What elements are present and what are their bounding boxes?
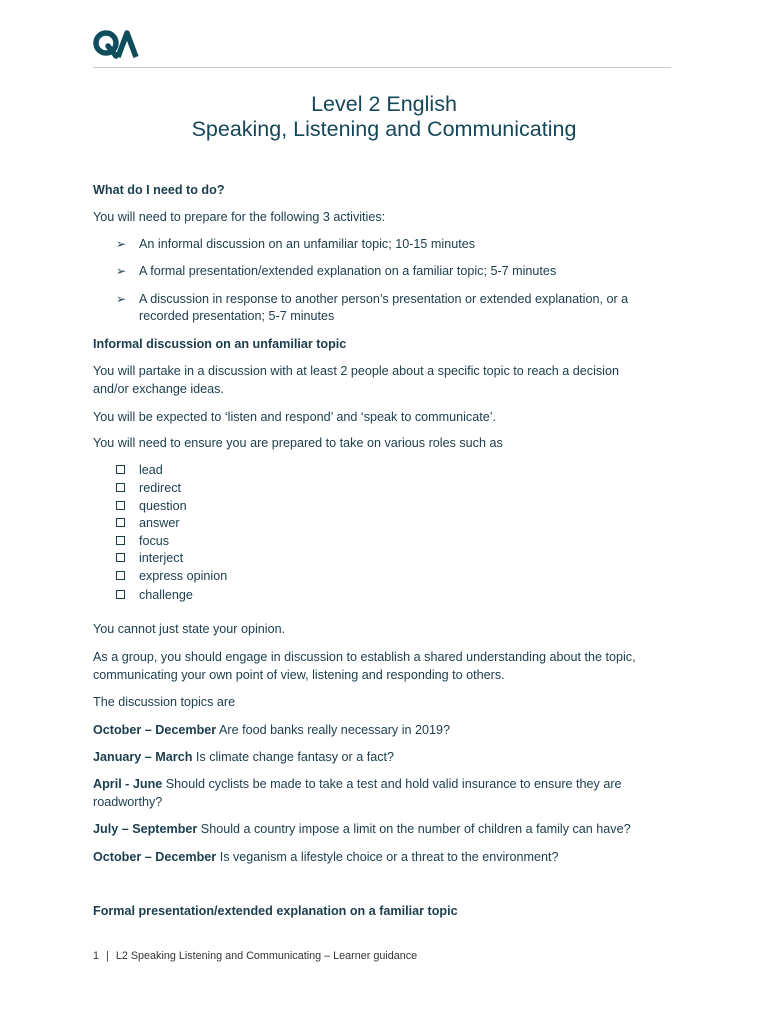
section-heading-what-to-do: What do I need to do?	[93, 183, 225, 197]
topic-question: Is veganism a lifestyle choice or a threat to the environment?	[216, 850, 559, 864]
role-item: question	[139, 499, 187, 513]
checkbox-bullet-icon	[116, 590, 125, 599]
checkbox-bullet-icon	[116, 501, 125, 510]
topic-question: Should cyclists be made to take a test and hold valid insurance to ensure they are	[162, 777, 622, 791]
topic-item	[93, 722, 450, 740]
topic-item-continuation: roadworthy?	[93, 795, 163, 809]
header-rule	[93, 67, 671, 68]
topic-question: Is climate change fantasy or a fact?	[192, 750, 395, 764]
paragraph: You cannot just state your opinion.	[93, 622, 286, 636]
arrow-bullet-icon: ➢	[116, 237, 127, 251]
paragraph: communicating your own point of view, listening and responding to others.	[93, 668, 505, 682]
topic-item	[93, 821, 631, 839]
title-line-2: Speaking, Listening and Communicating	[191, 117, 577, 141]
role-item: focus	[139, 534, 170, 548]
section-heading-informal-discussion: Informal discussion on an unfamiliar topic	[93, 337, 347, 351]
activity-item-continuation: recorded presentation; 5-7 minutes	[139, 309, 335, 323]
topic-period: October – December	[93, 850, 217, 864]
topic-period: July – September	[93, 822, 198, 836]
arrow-bullet-icon: ➢	[116, 264, 127, 278]
qa-logo	[93, 29, 139, 61]
topic-item	[93, 776, 622, 794]
role-item: answer	[139, 516, 180, 530]
paragraph: and/or exchange ideas.	[93, 382, 224, 396]
role-item: lead	[139, 463, 163, 477]
activity-item: An informal discussion on an unfamiliar topic; 10-15 minutes	[139, 237, 476, 251]
topic-question: Should a country impose a limit on the number of children a family can have?	[197, 822, 631, 836]
footer-text: L2 Speaking Listening and Communicating – Learner guidance	[115, 950, 418, 962]
footer-separator: |	[106, 950, 109, 962]
role-item: express opinion	[139, 569, 228, 583]
checkbox-bullet-icon	[116, 553, 125, 562]
topic-item	[93, 849, 559, 867]
topic-period: October – December	[93, 723, 217, 737]
page-number: 1	[93, 950, 100, 962]
arrow-bullet-icon: ➢	[116, 292, 127, 306]
role-item: challenge	[139, 588, 193, 602]
topic-period: April - June	[93, 777, 163, 791]
page-footer	[93, 949, 417, 964]
page-title	[93, 92, 675, 142]
activity-item: A formal presentation/extended explanation on a familiar topic; 5-7 minutes	[139, 264, 557, 278]
checkbox-bullet-icon	[116, 518, 125, 527]
topic-question: Are food banks really necessary in 2019?	[216, 723, 451, 737]
paragraph: You will partake in a discussion with at least 2 people about a specific topic to reach a decision	[93, 364, 619, 378]
paragraph: You will need to ensure you are prepared to take on various roles such as	[93, 436, 503, 450]
checkbox-bullet-icon	[116, 483, 125, 492]
checkbox-bullet-icon	[116, 465, 125, 474]
paragraph: The discussion topics are	[93, 695, 236, 709]
checkbox-bullet-icon	[116, 536, 125, 545]
role-item: interject	[139, 551, 184, 565]
activities-intro: You will need to prepare for the following 3 activities:	[93, 210, 386, 224]
section-heading-formal-presentation: Formal presentation/extended explanation on a familiar topic	[93, 904, 458, 918]
paragraph: As a group, you should engage in discussion to establish a shared understanding about the topic,	[93, 650, 636, 664]
activity-item: A discussion in response to another person’s presentation or extended explanation, or a	[139, 292, 629, 306]
topic-item	[93, 749, 394, 767]
title-line-1: Level 2 English	[311, 92, 457, 116]
checkbox-bullet-icon	[116, 571, 125, 580]
paragraph: You will be expected to ‘listen and respond’ and ‘speak to communicate’.	[93, 410, 497, 424]
topic-period: January – March	[93, 750, 193, 764]
role-item: redirect	[139, 481, 181, 495]
